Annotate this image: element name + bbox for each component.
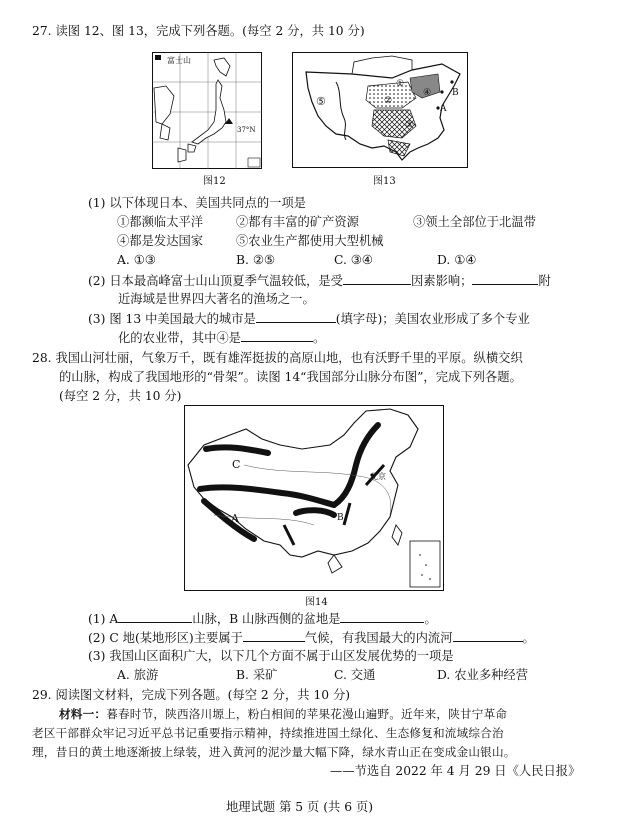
- q27-opt5: ⑤农业生产都使用大型机械: [236, 234, 384, 248]
- answer-blank[interactable]: [453, 629, 523, 642]
- figure-12-japan-map: [152, 52, 262, 170]
- q27-sub2-line1: (2) 日本最高峰富士山山顶夏季气温较低，是受 因素影响； 附: [88, 274, 551, 288]
- answer-blank[interactable]: [241, 329, 313, 342]
- fig14-label-a: A: [231, 512, 239, 525]
- q27-sub3-line2: 化的农业带，其中④是 。: [118, 331, 326, 345]
- fig13-label-2: ②: [384, 96, 393, 106]
- q29-material-line1: 材料一：暮春时节，陕西洛川塬上，粉白相间的苹果花漫山遍野。近年来，陕甘宁革命: [59, 707, 508, 721]
- q27-opt3: ③领土全部位于北温带: [413, 215, 536, 229]
- q27-sub1-prompt: (1) 以下体现日本、美国共同点的一项是: [88, 196, 307, 210]
- fig13-label-b: B: [452, 88, 459, 98]
- answer-blank[interactable]: [256, 310, 336, 323]
- q27-stem: 27. 读图 12、图 13，完成下列各题。(每空 2 分，共 10 分): [32, 24, 365, 38]
- q28-choice-b: B. 采矿: [236, 668, 278, 682]
- q27-choice-d: D. ①④: [437, 253, 477, 267]
- q28-stem-line2: 的山脉，构成了我国地形的“骨架”。读图 14“我国部分山脉分布图”，完成下列各题。: [59, 370, 522, 384]
- q27-opt2: ②都有丰富的矿产资源: [236, 215, 359, 229]
- figure-14-china-mountains-map: [184, 405, 444, 591]
- q27-choice-b: B. ②⑤: [236, 253, 275, 267]
- fig14-label-beijing: 北京: [370, 472, 386, 481]
- fig12-lat-label: 37°N: [237, 126, 256, 134]
- fig14-label-c: C: [232, 458, 241, 471]
- fig14-label-b: B: [337, 513, 344, 523]
- q29-stem: 29. 阅读图文材料，完成下列各题。(每空 2 分，共 10 分): [32, 688, 351, 702]
- answer-blank[interactable]: [343, 272, 411, 285]
- q27-opt1: ①都濒临太平洋: [117, 215, 204, 229]
- q27-sub2-line2: 近海域是世界四大著名的渔场之一。: [118, 292, 315, 306]
- q29-material-line2: 老区干部群众牢记习近平总书记重要指示精神，持续推进国土绿化、生态修复和流域综合治: [32, 726, 504, 740]
- answer-blank[interactable]: [472, 272, 538, 285]
- fig13-label-a: A: [440, 104, 447, 114]
- q28-stem-line1: 28. 我国山河壮丽，气象万千，既有雄浑挺拔的高原山地，也有沃野千里的平原。纵横交织: [32, 351, 523, 365]
- q28-sub3-prompt: (3) 我国山区面积广大，以下几个方面不属于山区发展优势的一项是: [88, 649, 454, 663]
- q28-choice-c: C. 交通: [334, 668, 376, 682]
- answer-blank[interactable]: [340, 610, 424, 623]
- q29-source: ——节选自 2022 年 4 月 29 日《人民日报》: [330, 764, 581, 778]
- q28-stem-line3: (每空 2 分，共 10 分): [59, 389, 182, 403]
- fig13-label-4: ④: [423, 88, 432, 98]
- fig14-caption: 图14: [305, 597, 328, 608]
- q27-choice-a: A. ①③: [117, 253, 156, 267]
- fig13-caption: 图13: [373, 176, 396, 187]
- q27-sub3-line1: (3) 图 13 中美国最大的城市是 (填字母)；美国农业形成了多个专业: [88, 312, 530, 326]
- answer-blank[interactable]: [243, 629, 305, 642]
- q28-choice-a: A. 旅游: [117, 668, 159, 682]
- q27-choice-c: C. ③④: [334, 253, 373, 267]
- fig12-legend: 富士山: [167, 56, 191, 65]
- q28-choice-d: D. 农业多种经营: [437, 668, 529, 682]
- fig13-label-1: ①: [396, 79, 405, 89]
- q28-sub1: (1) A 山脉，B 山脉西侧的盆地是 。: [88, 612, 437, 626]
- q27-opt4: ④都是发达国家: [117, 234, 204, 248]
- answer-blank[interactable]: [118, 610, 192, 623]
- q28-sub2: (2) C 地(某地形区)主要属于 气候，有我国最大的内流河 。: [88, 631, 535, 645]
- fig12-caption: 图12: [203, 176, 226, 187]
- page-footer: 地理试题 第 5 页 (共 6 页): [226, 800, 374, 814]
- q29-material-line3: 理，昔日的黄土地逐渐披上绿装，进入黄河的泥沙量大幅下降，绿水青山正在变成金山银山。: [32, 745, 516, 759]
- fig13-label-3: ③: [405, 120, 414, 130]
- fig13-label-5: ⑤: [316, 95, 326, 108]
